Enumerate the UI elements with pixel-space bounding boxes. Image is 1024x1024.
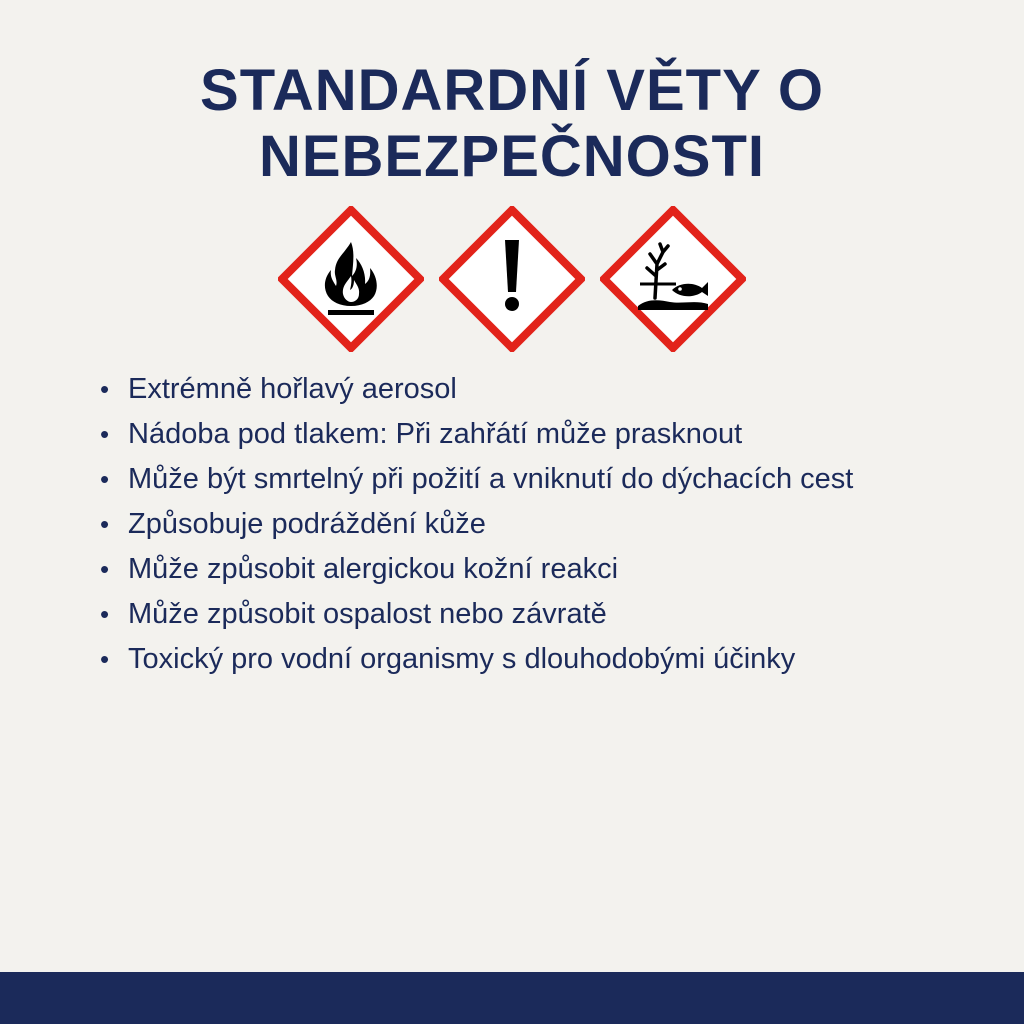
hazard-statement: Extrémně hořlavý aerosol [128,373,457,405]
hazard-statement: Může způsobit ospalost nebo závratě [128,598,607,630]
footer-bar [0,972,1024,1024]
list-item [98,372,928,406]
title-line-1: STANDARDNÍ VĚTY O [200,58,824,123]
hazard-statement: Způsobuje podráždění kůže [128,508,486,540]
bullet: • [100,464,110,494]
environment-icon [600,206,746,352]
hazard-statement-list [98,372,928,687]
list-item [98,552,928,586]
page-title [0,58,1024,190]
hazard-statement: Může způsobit alergickou kožní reakci [128,553,619,585]
list-item [98,417,928,451]
list-item [98,642,928,676]
bullet: • [100,644,110,674]
ghs-pictograms [278,206,746,352]
hazard-statement: Nádoba pod tlakem: Při zahřátí může prasknout [128,418,743,450]
list-item [98,462,928,496]
list-item [98,507,928,541]
hazard-statement: Může být smrtelný při požití a vniknutí do dýchacích cest [128,463,854,495]
bullet: • [100,599,110,629]
bullet: • [100,509,110,539]
list-item [98,597,928,631]
flame-icon [278,206,424,352]
hazard-statement: Toxický pro vodní organismy s dlouhodobými účinky [128,643,796,675]
exclamation-icon [439,206,585,352]
title-line-2: NEBEZPEČNOSTI [258,124,766,189]
bullet: • [100,554,110,584]
bullet: • [100,374,110,404]
bullet: • [100,419,110,449]
